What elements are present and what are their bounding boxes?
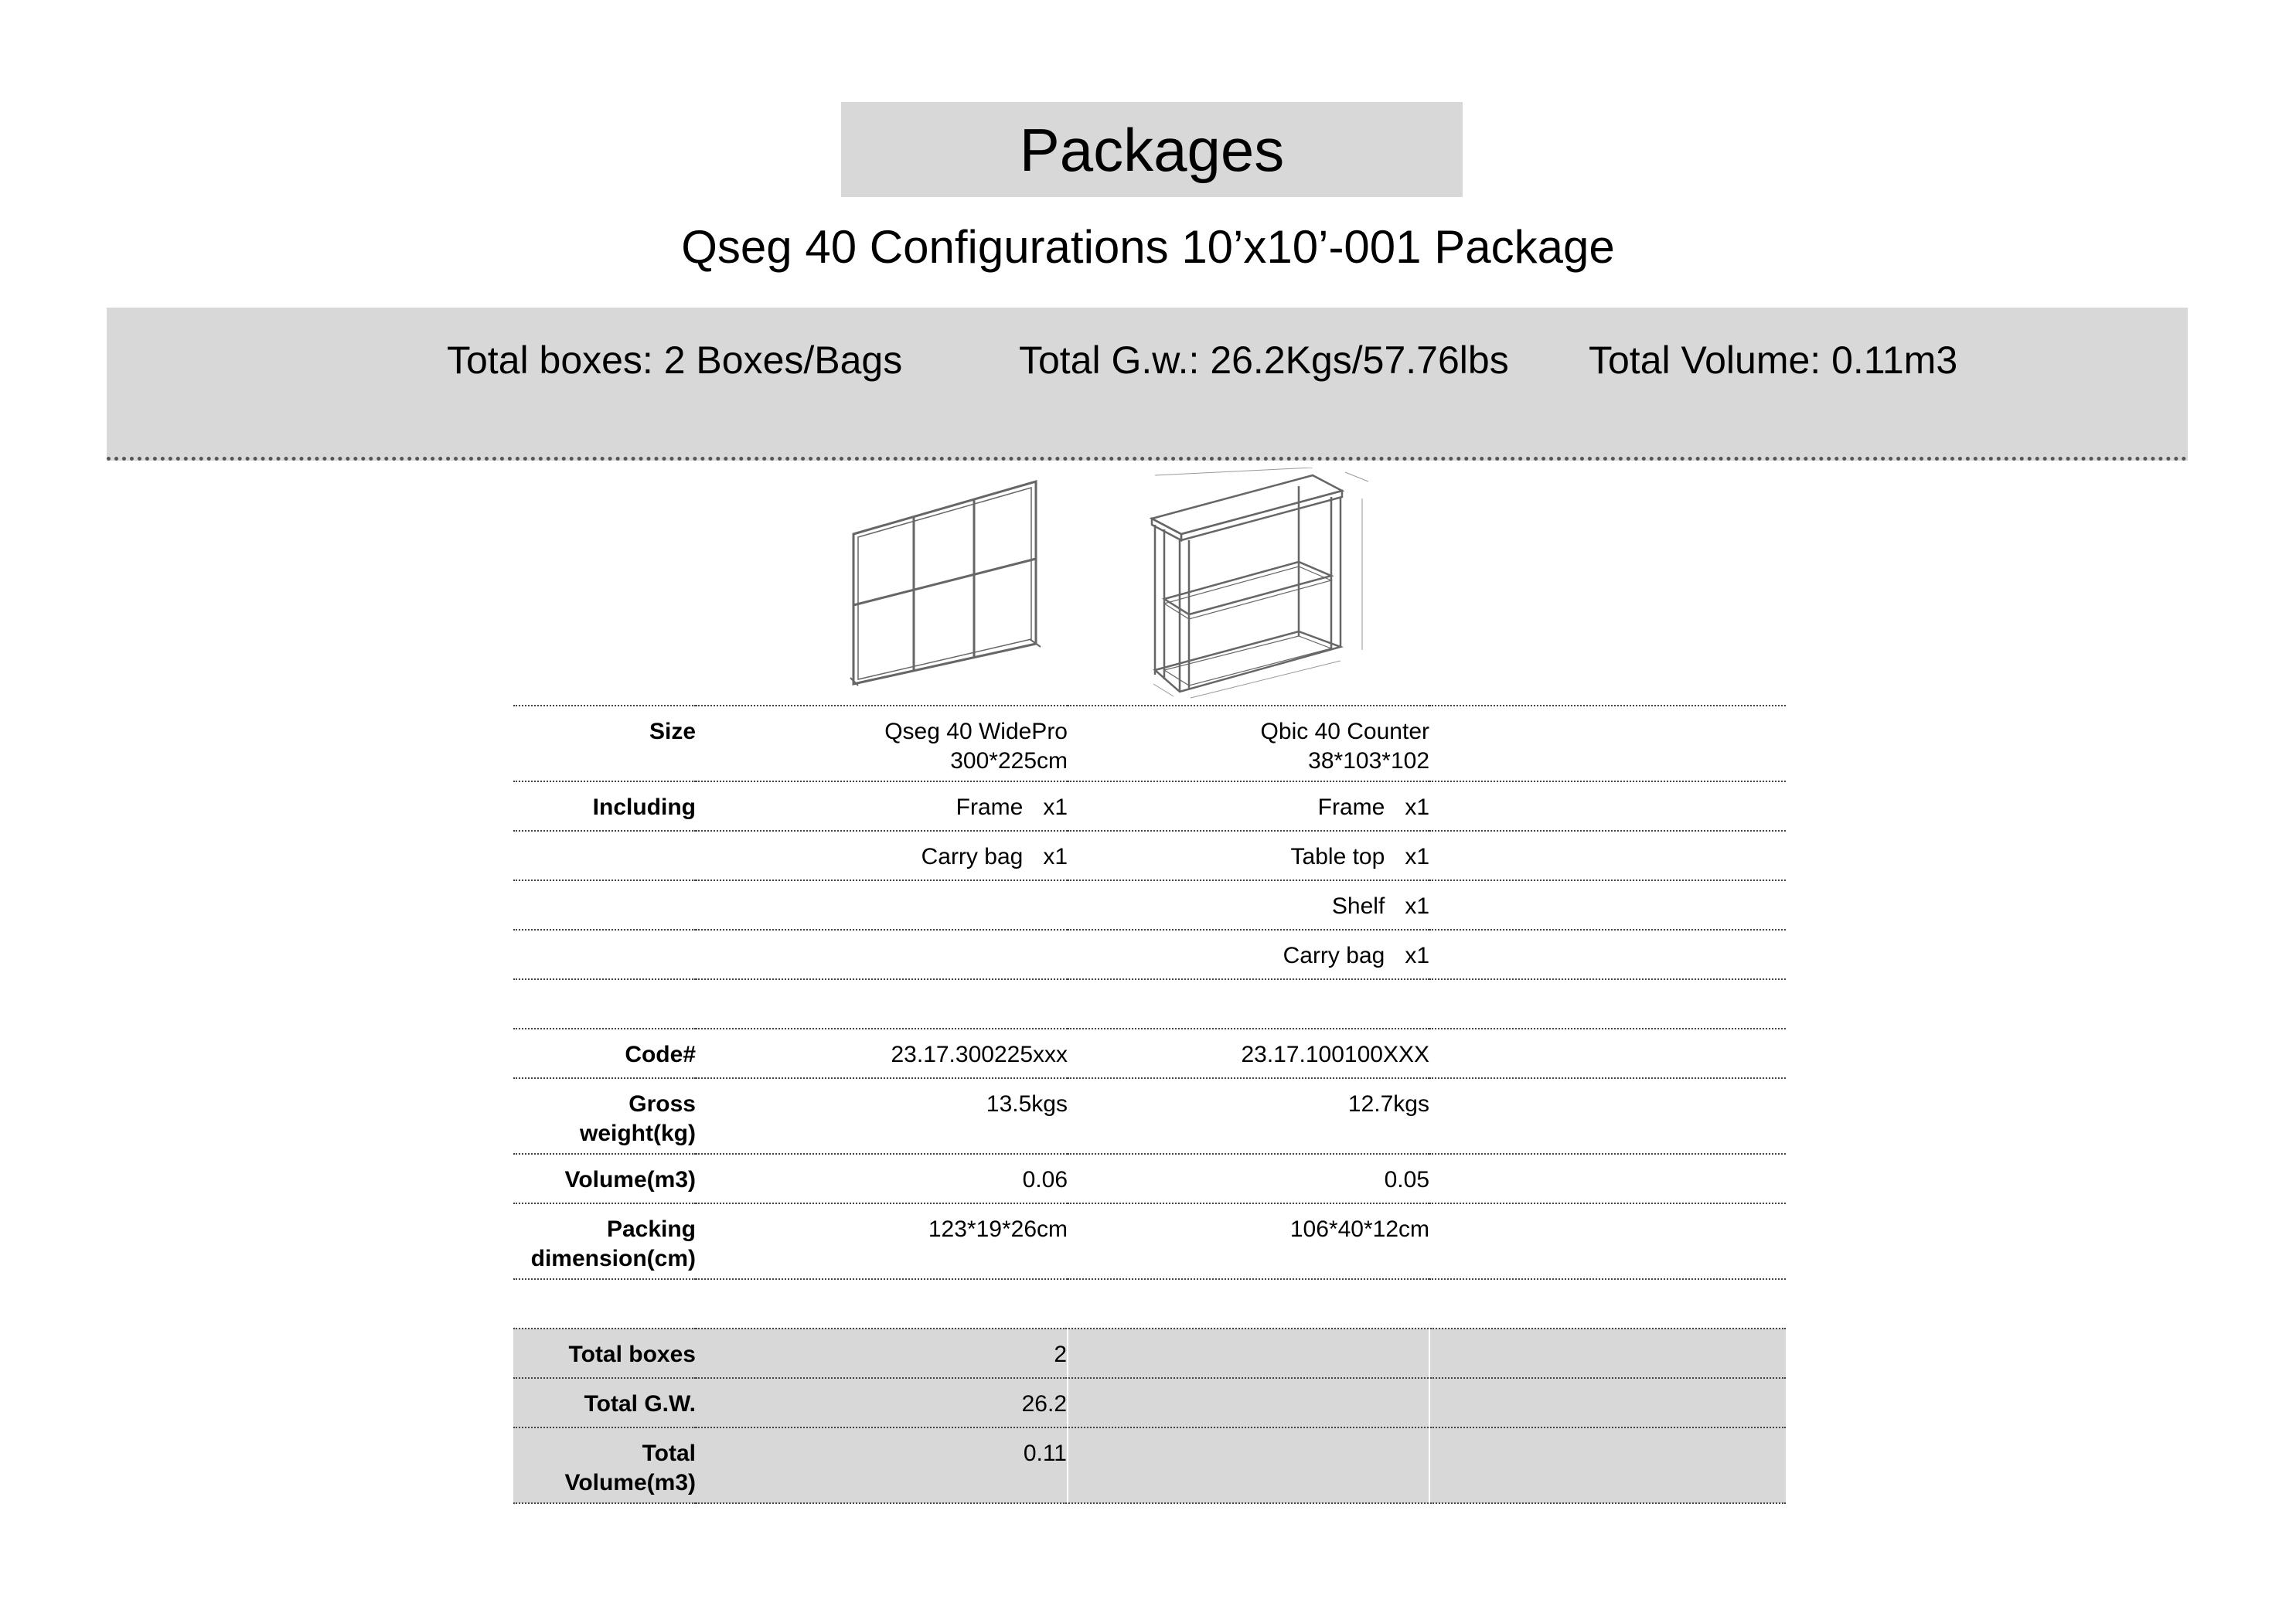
total-volume-label: Total Volume(m3) bbox=[513, 1427, 696, 1503]
widepro-frame-illustration bbox=[843, 475, 1059, 692]
table-row bbox=[513, 781, 1786, 831]
product2-packing-dimension: 106*40*12cm bbox=[1068, 1203, 1429, 1279]
table-row bbox=[513, 831, 1786, 880]
code-label: Code# bbox=[513, 1029, 696, 1078]
product2-qty: x1 bbox=[1405, 943, 1429, 968]
summary-total-gw: Total G.w.: 26.2Kgs/57.76lbs bbox=[1019, 339, 1509, 382]
summary-total-volume: Total Volume: 0.11m3 bbox=[1589, 339, 1958, 382]
package-subtitle: Qseg 40 Configurations 10’x10’-001 Package bbox=[681, 221, 1615, 273]
qbic-counter-illustration bbox=[1136, 468, 1384, 707]
package-spec-table bbox=[513, 705, 1786, 1504]
product1-size bbox=[696, 706, 1068, 781]
total-gw-value: 26.2 bbox=[696, 1378, 1068, 1427]
page-title: Packages bbox=[841, 102, 1463, 197]
product2-dimensions: 38*103*102 bbox=[1308, 748, 1429, 774]
product1-qty: x1 bbox=[1043, 844, 1068, 869]
summary-band bbox=[107, 308, 2188, 461]
table-row bbox=[513, 1154, 1786, 1203]
table-row bbox=[513, 880, 1786, 930]
product1-item: Carry bag bbox=[921, 844, 1024, 869]
gross-weight-label: Gross weight(kg) bbox=[513, 1078, 696, 1154]
product2-name: Qbic 40 Counter bbox=[1260, 719, 1429, 744]
summary-total-boxes: Total boxes: 2 Boxes/Bags bbox=[447, 339, 903, 382]
product2-code: 23.17.100100XXX bbox=[1068, 1029, 1429, 1078]
size-label: Size bbox=[513, 706, 696, 781]
table-row bbox=[513, 930, 1786, 979]
product1-code: 23.17.300225xxx bbox=[696, 1029, 1068, 1078]
product2-item: Carry bag bbox=[1283, 943, 1385, 968]
product2-qty: x1 bbox=[1405, 794, 1429, 820]
product2-gross-weight: 12.7kgs bbox=[1068, 1078, 1429, 1154]
including-label: Including bbox=[513, 781, 696, 831]
table-row bbox=[513, 1203, 1786, 1279]
total-gw-label: Total G.W. bbox=[513, 1378, 696, 1427]
product1-volume: 0.06 bbox=[696, 1154, 1068, 1203]
packing-dimension-label: Packing dimension(cm) bbox=[513, 1203, 696, 1279]
table-row bbox=[513, 1378, 1786, 1427]
table-row bbox=[513, 706, 1786, 781]
product1-packing-dimension: 123*19*26cm bbox=[696, 1203, 1068, 1279]
product2-item: Shelf bbox=[1331, 893, 1385, 919]
product2-item: Table top bbox=[1290, 844, 1385, 869]
total-boxes-value: 2 bbox=[696, 1329, 1068, 1378]
volume-label: Volume(m3) bbox=[513, 1154, 696, 1203]
product2-item: Frame bbox=[1317, 794, 1385, 820]
table-row bbox=[513, 1329, 1786, 1378]
product1-gross-weight: 13.5kgs bbox=[696, 1078, 1068, 1154]
product1-name: Qseg 40 WidePro bbox=[884, 719, 1068, 744]
table-row bbox=[513, 1279, 1786, 1329]
product2-qty: x1 bbox=[1405, 893, 1429, 919]
total-boxes-label: Total boxes bbox=[513, 1329, 696, 1378]
product1-item: Frame bbox=[956, 794, 1024, 820]
table-row bbox=[513, 979, 1786, 1029]
table-row bbox=[513, 1029, 1786, 1078]
total-volume-value: 0.11 bbox=[696, 1427, 1068, 1503]
product2-size bbox=[1068, 706, 1429, 781]
product1-qty: x1 bbox=[1043, 794, 1068, 820]
product1-dimensions: 300*225cm bbox=[950, 748, 1068, 774]
table-row bbox=[513, 1078, 1786, 1154]
table-row bbox=[513, 1427, 1786, 1503]
product2-qty: x1 bbox=[1405, 844, 1429, 869]
product2-volume: 0.05 bbox=[1068, 1154, 1429, 1203]
